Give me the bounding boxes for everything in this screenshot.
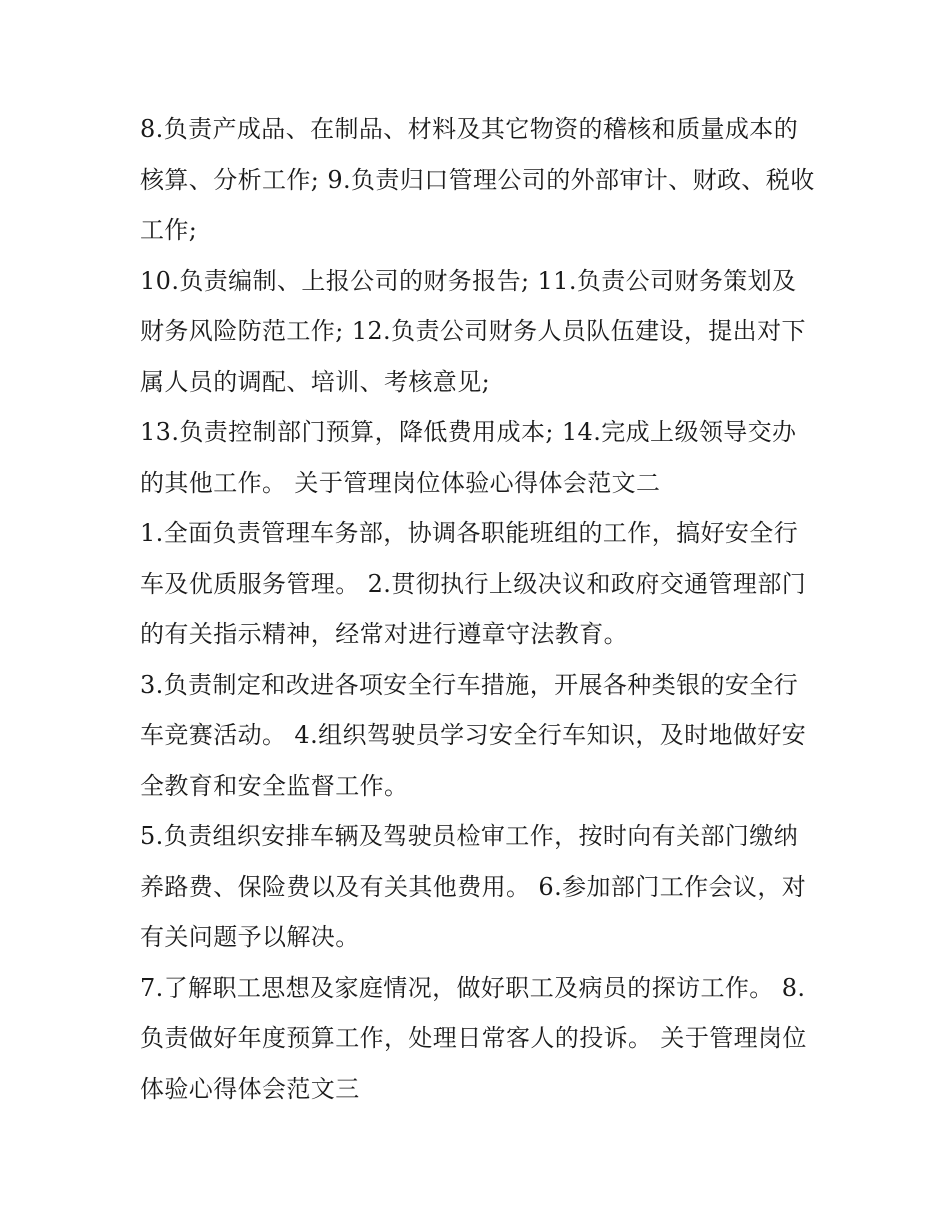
document-body: [140, 104, 820, 1114]
paragraph-4: 1.全面负责管理车务部，协调各职能班组的工作，搞好安全行车及优质服务管理。 2.贯彻执行上级决议和政府交通管理部门的有关指示精神，经常对进行遵章守法教育。: [140, 519, 807, 648]
paragraph-2: 10.负责编制、上报公司的财务报告; 11.负责公司财务策划及财务风险防范工作; 12.负责公司财务人员队伍建设，提出对下属人员的调配、培训、考核意见;: [140, 266, 806, 396]
paragraph-3: 13.负责控制部门预算，降低费用成本; 14.完成上级领导交办的其他工作。 关于管理岗位体验心得体会范文二: [140, 418, 797, 497]
paragraph-5: 3.负责制定和改进各项安全行车措施，开展各种类银的安全行车竞赛活动。 4.组织驾驶员学习安全行车知识，及时地做好安全教育和安全监督工作。: [140, 670, 807, 800]
paragraph-7: 7.了解职工思想及家庭情况，做好职工及病员的探访工作。 8.负责做好年度预算工作，处理日常客人的投诉。 关于管理岗位体验心得体会范文三: [140, 973, 807, 1103]
paragraph-6: 5.负责组织安排车辆及驾驶员检审工作，按时向有关部门缴纳养路费、保险费以及有关其他费用。 6.参加部门工作会议，对有关问题予以解决。: [140, 822, 807, 951]
paragraph-1: 8.负责产成品、在制品、材料及其它物资的稽核和质量成本的核算、分析工作; 9.负责归口管理公司的外部审计、财政、税收工作;: [140, 115, 815, 244]
